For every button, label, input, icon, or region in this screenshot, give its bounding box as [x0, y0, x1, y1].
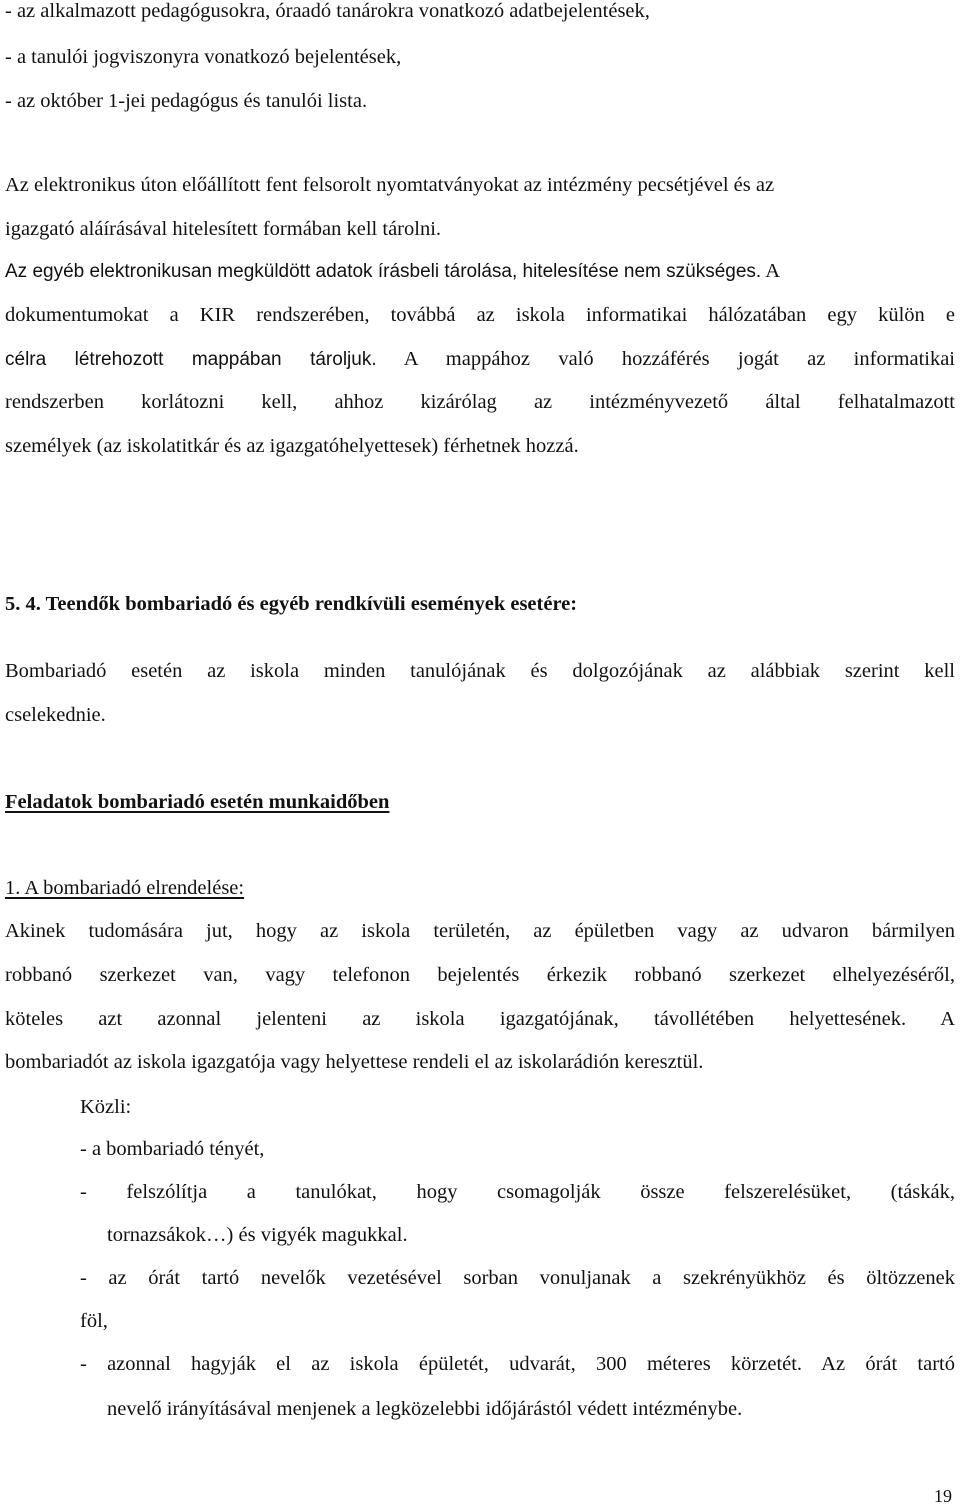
paragraph-line: köteles azt azonnal jelenteni az iskola igazgatójának, távollétében helyettesének. A	[5, 1008, 955, 1030]
list-item-continuation: föl,	[80, 1310, 108, 1332]
paragraph-line	[5, 346, 955, 373]
list-item: - az órát tartó nevelők vezetésével sorban vonuljanak a szekrényükhöz és öltözzenek	[80, 1267, 955, 1289]
sans-text: Az egyéb elektronikusan megküldött adatok írásbeli tárolása, hitelesítése nem szükséges.	[5, 261, 762, 282]
list-item-continuation: nevelő irányításával menjenek a legközelebbi időjárástól védett intézménybe.	[107, 1398, 743, 1420]
kozli-label: Közli:	[80, 1096, 132, 1118]
paragraph-line: Az elektronikus úton előállított fent felsorolt nyomtatványokat az intézmény pecsétjével és az	[5, 174, 775, 196]
list-item: - az október 1-jei pedagógus és tanulói lista.	[5, 90, 368, 112]
step-title: 1. A bombariadó elrendelése:	[5, 877, 245, 899]
list-item-continuation: tornazsákok…) és vigyék magukkal.	[107, 1224, 408, 1246]
subheading: Feladatok bombariadó esetén munkaidőben	[5, 791, 390, 813]
paragraph-line: személyek (az iskolatitkár és az igazgatóhelyettesek) férhetnek hozzá.	[5, 435, 579, 457]
paragraph-line: Akinek tudomására jut, hogy az iskola területén, az épületben vagy az udvaron bármilyen	[5, 920, 955, 942]
list-item: - felszólítja a tanulókat, hogy csomagolják össze felszerelésüket, (táskák,	[80, 1181, 955, 1203]
paragraph-text: A mappához való hozzáférés jogát az informatikai	[376, 348, 956, 370]
list-item: - a bombariadó tényét,	[80, 1138, 265, 1160]
paragraph-text: A	[761, 260, 781, 282]
paragraph-line	[5, 258, 780, 285]
paragraph-line: cselekednie.	[5, 704, 106, 726]
paragraph-line: igazgató aláírásával hitelesített formában kell tárolni.	[5, 218, 442, 240]
paragraph-line: bombariadót az iskola igazgatója vagy helyettese rendeli el az iskolarádión keresztül.	[5, 1051, 704, 1073]
paragraph-line: dokumentumokat a KIR rendszerében, továbbá az iskola informatikai hálózatában egy külön e	[5, 304, 955, 326]
list-item: - a tanulói jogviszonyra vonatkozó bejelentések,	[5, 46, 402, 68]
paragraph-line: rendszerben korlátozni kell, ahhoz kizárólag az intézményvezető által felhatalmazott	[5, 391, 955, 413]
list-item: - az alkalmazott pedagógusokra, óraadó tanárokra vonatkozó adatbejelentések,	[5, 0, 650, 22]
paragraph-line: Bombariadó esetén az iskola minden tanulójának és dolgozójának az alábbiak szerint kell	[5, 660, 955, 682]
paragraph-line: robbanó szerkezet van, vagy telefonon bejelentés érkezik robbanó szerkezet elhelyezéséről,	[5, 964, 955, 986]
list-item: - azonnal hagyják el az iskola épületét, udvarát, 300 méteres körzetét. Az órát tartó	[80, 1353, 955, 1375]
sans-text: célra létrehozott mappában tároljuk.	[5, 349, 377, 370]
page-number: 19	[934, 1486, 952, 1506]
section-heading: 5. 4. Teendők bombariadó és egyéb rendkívüli események esetére:	[5, 593, 578, 615]
